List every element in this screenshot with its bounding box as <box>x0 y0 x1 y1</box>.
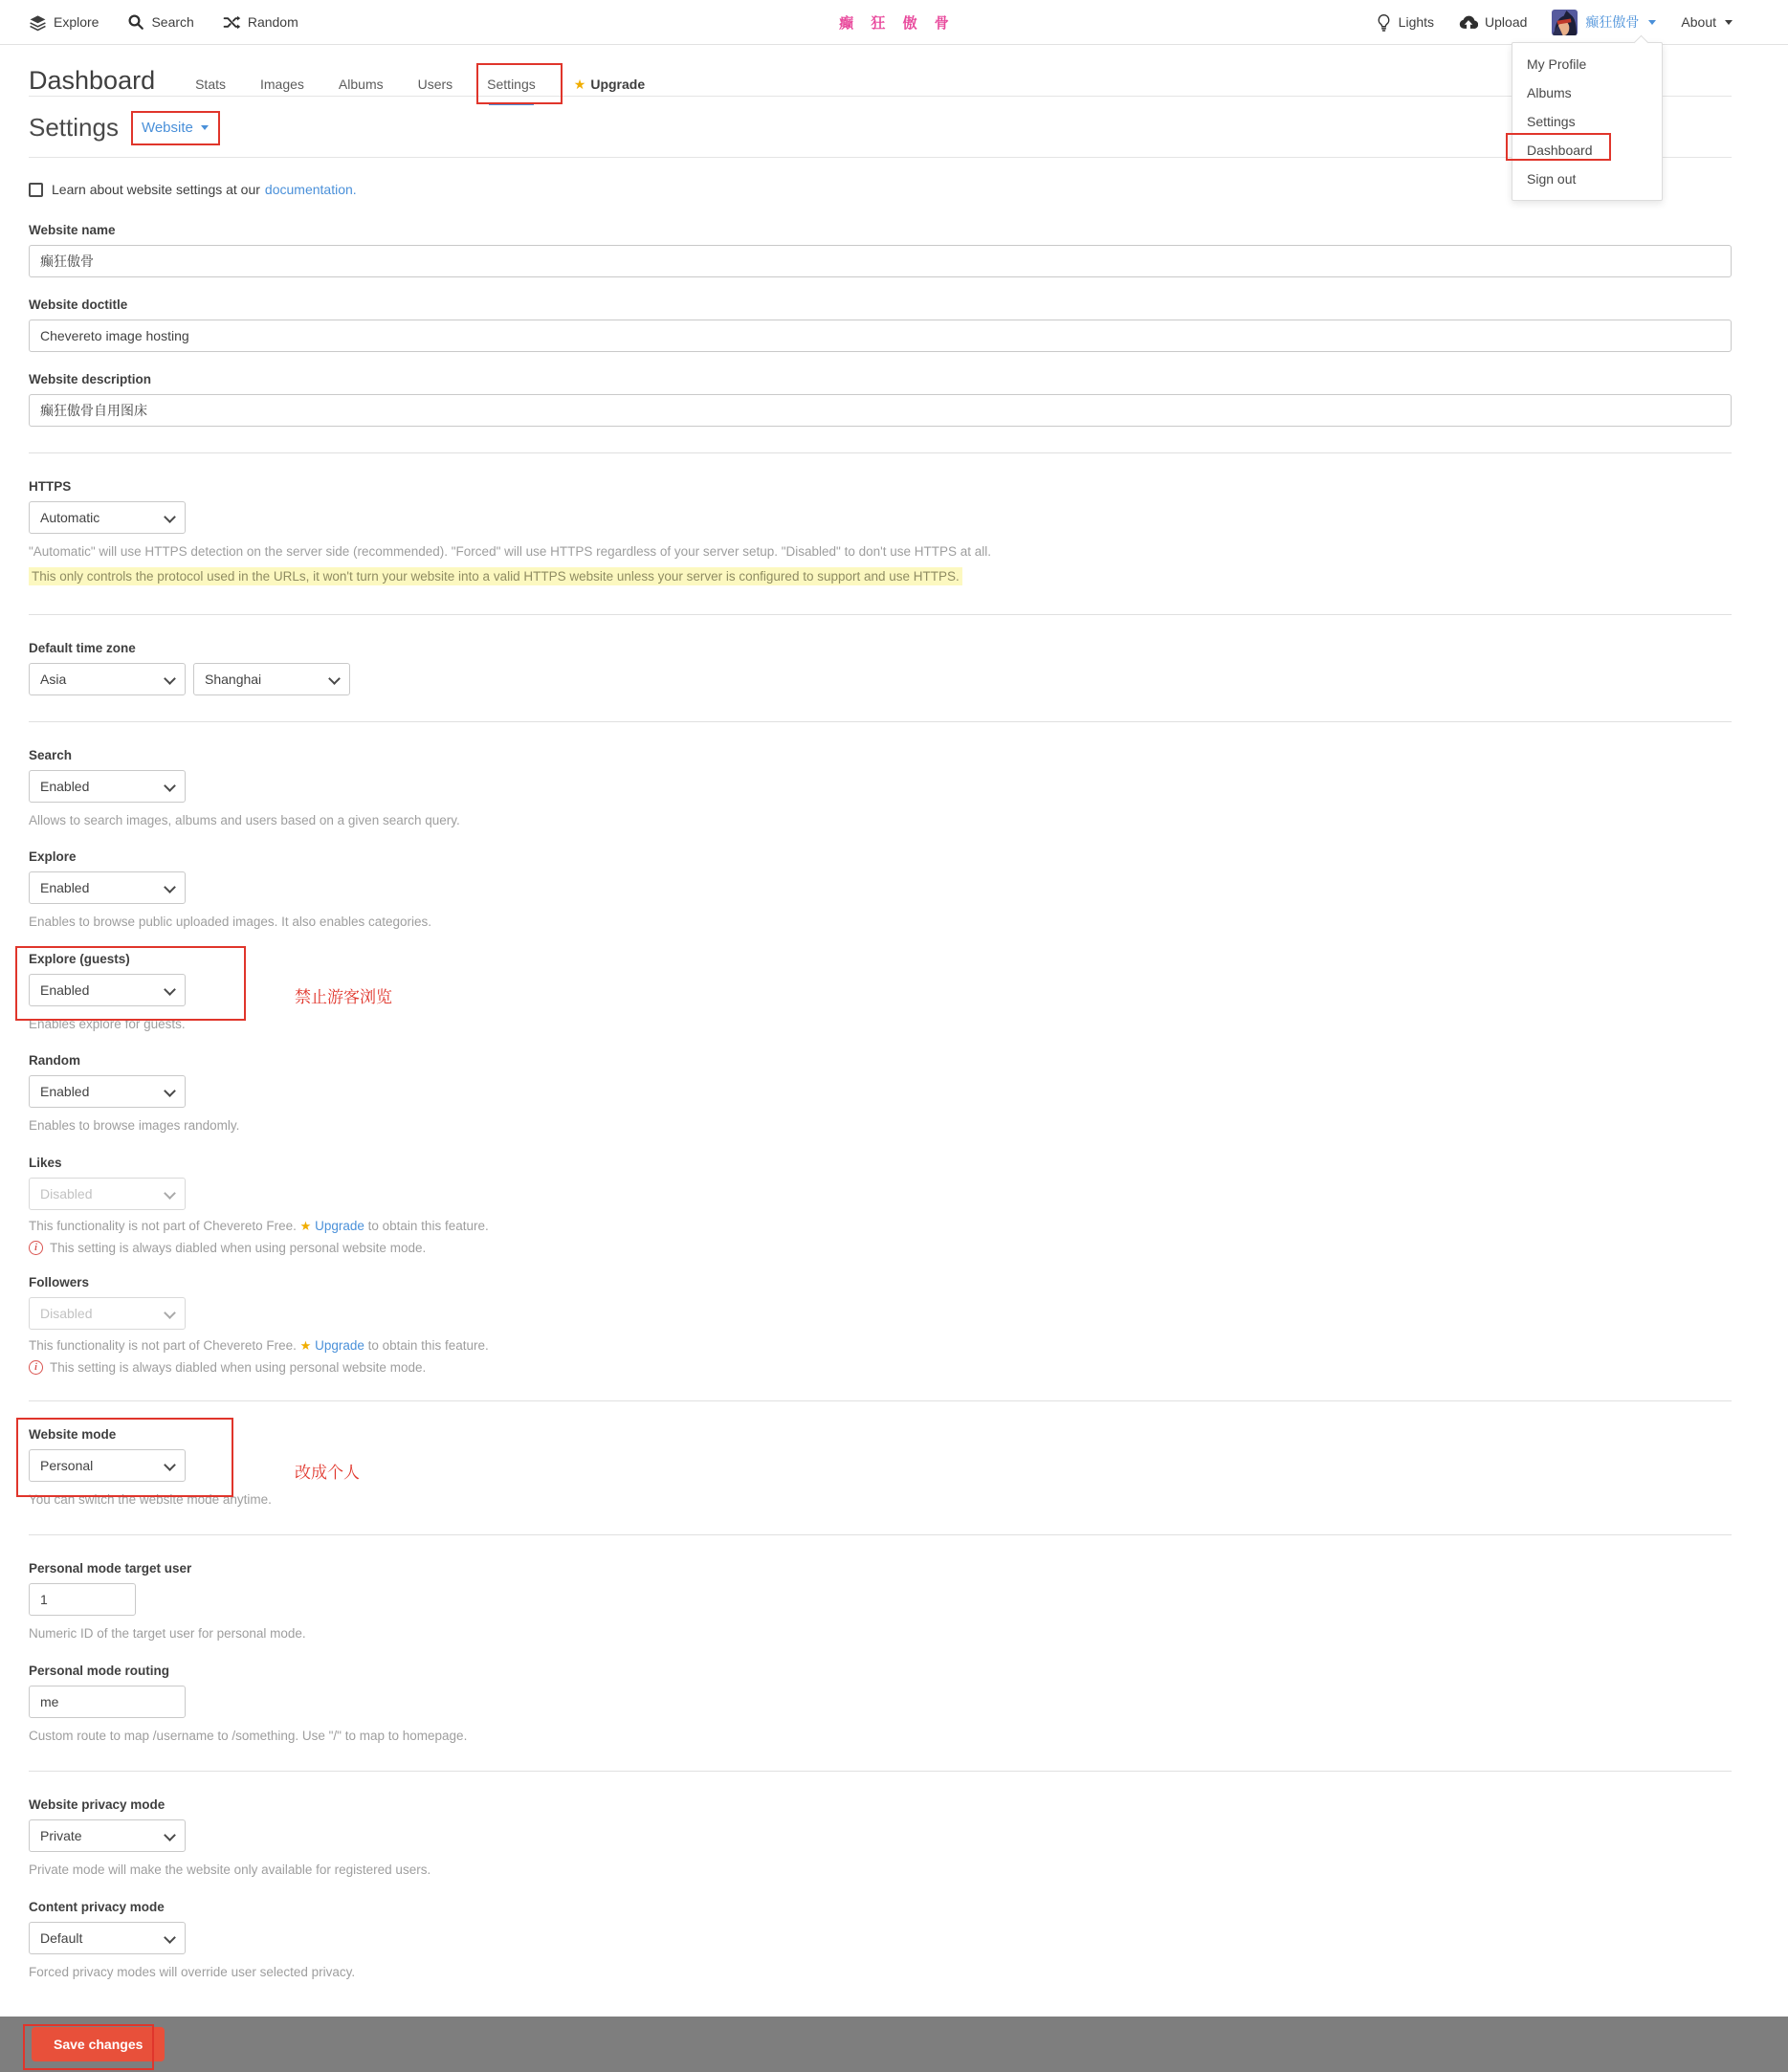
random-label: Random <box>29 1053 80 1069</box>
website-mode-label: Website mode <box>29 1426 117 1442</box>
website-mode-help: You can switch the website mode anytime. <box>29 1491 272 1507</box>
nav-upload[interactable] <box>1459 13 1527 31</box>
search-select[interactable] <box>29 770 186 803</box>
nav-random-label: Random <box>247 14 298 30</box>
website-name-input[interactable] <box>29 245 1732 277</box>
dashboard-title: Dashboard <box>29 66 156 95</box>
navbar-left-group <box>29 13 298 32</box>
followers-upgrade-note <box>29 1338 1732 1354</box>
followers-personal-note <box>29 1360 1732 1375</box>
field-likes <box>29 1156 1732 1255</box>
personal-note-text: This setting is always diabled when using personal website mode. <box>50 1240 427 1255</box>
section-divider <box>29 721 1732 722</box>
explore-select-wrap <box>29 871 186 904</box>
personal-note-text: This setting is always diabled when using personal website mode. <box>50 1359 427 1375</box>
upgrade-note-pre: This functionality is not part of Chevereto Free. <box>29 1218 297 1233</box>
followers-select[interactable] <box>29 1297 186 1330</box>
website-doctitle-label: Website doctitle <box>29 298 128 312</box>
followers-label: Followers <box>29 1274 90 1289</box>
personal-mode-routing-help: Custom route to map /username to /something. Use "/" to map to homepage. <box>29 1728 468 1743</box>
upgrade-link[interactable] <box>574 77 645 93</box>
tab-users[interactable]: Users <box>417 77 453 92</box>
explore-guests-select[interactable] <box>29 974 186 1006</box>
field-personal-mode-target-user <box>29 1561 1732 1643</box>
https-select[interactable] <box>29 501 186 534</box>
info-icon: i <box>29 1241 43 1255</box>
nav-lights[interactable] <box>1376 13 1434 32</box>
nav-search[interactable] <box>127 13 193 31</box>
https-help: "Automatic" will use HTTPS detection on the server side (recommended). "Forced" will use HTTPS regardless of your server setup. "Disabled" to don't use HTTPS at all. <box>29 544 991 559</box>
content-privacy-mode-select[interactable] <box>29 1922 186 1954</box>
website-privacy-mode-label: Website privacy mode <box>29 1797 166 1813</box>
nav-lights-label: Lights <box>1398 14 1435 30</box>
top-navbar <box>0 0 1788 45</box>
field-website-privacy-mode <box>29 1797 1732 1880</box>
tab-settings-label: Settings <box>487 77 536 92</box>
field-website-doctitle <box>29 298 1732 352</box>
field-https <box>29 479 1732 588</box>
user-dropdown-menu <box>1512 42 1663 201</box>
website-doctitle-input[interactable] <box>29 320 1732 352</box>
user-menu-trigger[interactable] <box>1552 10 1656 35</box>
explore-help: Enables to browse public uploaded images. It also enables categories. <box>29 915 432 930</box>
dashboard-tabs <box>195 77 536 92</box>
section-divider <box>29 1534 1732 1535</box>
upgrade-note-pre: This functionality is not part of Chevereto Free. <box>29 1337 297 1353</box>
chevron-down-icon <box>1725 20 1733 25</box>
likes-label: Likes <box>29 1155 62 1170</box>
save-changes-button[interactable]: Save changes <box>32 2027 165 2061</box>
section-divider <box>29 614 1732 615</box>
nav-about[interactable] <box>1681 14 1733 30</box>
field-followers <box>29 1275 1732 1375</box>
scope-label: Website <box>141 120 193 136</box>
timezone-label: Default time zone <box>29 640 136 655</box>
likes-personal-note <box>29 1241 1732 1255</box>
star-icon: ★ <box>299 1218 312 1233</box>
nav-upload-label: Upload <box>1485 14 1528 30</box>
upgrade-note-post: to obtain this feature. <box>367 1337 489 1353</box>
menu-item-albums[interactable]: Albums <box>1527 85 1572 100</box>
nav-explore-label: Explore <box>54 14 99 30</box>
likes-upgrade-note <box>29 1219 1732 1234</box>
random-help: Enables to browse images randomly. <box>29 1118 240 1134</box>
site-logo[interactable]: 癫 狂 傲 骨 <box>839 14 949 32</box>
field-website-name <box>29 223 1732 277</box>
field-personal-mode-routing <box>29 1664 1732 1746</box>
nav-random[interactable] <box>223 13 298 32</box>
https-label: HTTPS <box>29 479 72 494</box>
https-select-wrap <box>29 501 186 534</box>
tab-albums[interactable]: Albums <box>338 77 384 92</box>
website-privacy-mode-select[interactable] <box>29 1819 186 1852</box>
website-mode-select-wrap <box>29 1449 186 1482</box>
navbar-right-group <box>1376 10 1733 35</box>
user-avatar <box>1552 10 1578 35</box>
upgrade-note-link[interactable]: Upgrade <box>315 1218 364 1233</box>
layers-icon <box>29 13 47 32</box>
section-divider <box>29 452 1732 453</box>
content-privacy-mode-select-wrap <box>29 1922 186 1954</box>
cloud-upload-icon <box>1459 13 1478 31</box>
annotation-explore-guests: 禁止游客浏览 <box>295 987 392 1006</box>
field-search <box>29 748 1732 830</box>
save-footer-bar <box>0 2017 1788 2072</box>
star-icon: ★ <box>299 1337 312 1353</box>
explore-guests-help: Enables explore for guests. <box>29 1016 186 1031</box>
website-privacy-mode-help: Private mode will make the website only available for registered users. <box>29 1863 431 1878</box>
field-explore <box>29 849 1732 932</box>
field-explore-guests <box>29 952 1732 1034</box>
random-select[interactable] <box>29 1075 186 1108</box>
search-help: Allows to search images, albums and users based on a given search query. <box>29 812 460 827</box>
personal-mode-target-user-input[interactable] <box>29 1583 136 1616</box>
nav-explore[interactable] <box>29 13 99 32</box>
search-icon <box>127 13 144 31</box>
star-icon: ★ <box>573 77 586 92</box>
https-warning-row <box>29 566 1732 588</box>
learn-text: Learn about website settings at our <box>52 182 260 197</box>
info-icon: i <box>29 1360 43 1375</box>
shuffle-icon <box>223 13 241 32</box>
documentation-link[interactable]: documentation. <box>264 182 357 197</box>
random-select-wrap <box>29 1075 186 1108</box>
personal-mode-target-user-help: Numeric ID of the target user for personal mode. <box>29 1626 306 1642</box>
timezone-continent-wrap <box>29 663 186 695</box>
field-random <box>29 1053 1732 1135</box>
website-description-input[interactable] <box>29 394 1732 427</box>
menu-item-dashboard-label: Dashboard <box>1527 143 1593 158</box>
settings-form <box>0 182 1788 1982</box>
chevron-down-icon <box>201 125 209 130</box>
upgrade-note-link[interactable]: Upgrade <box>315 1337 364 1353</box>
lightbulb-icon <box>1376 13 1392 32</box>
nav-search-label: Search <box>151 14 194 30</box>
explore-select[interactable] <box>29 871 186 904</box>
explore-guests-select-wrap <box>29 974 186 1006</box>
menu-item-settings[interactable]: Settings <box>1527 114 1576 129</box>
personal-mode-routing-input[interactable] <box>29 1686 186 1718</box>
learn-checkbox[interactable] <box>29 183 43 197</box>
timezone-city-select[interactable] <box>193 663 350 695</box>
search-label: Search <box>29 747 73 762</box>
website-description-label: Website description <box>29 372 152 386</box>
content-privacy-mode-help: Forced privacy modes will override user selected privacy. <box>29 1965 356 1979</box>
personal-mode-target-user-label: Personal mode target user <box>29 1561 192 1576</box>
timezone-continent-select[interactable] <box>29 663 186 695</box>
dashboard-header <box>29 45 1732 96</box>
website-privacy-mode-select-wrap <box>29 1819 186 1852</box>
explore-label: Explore <box>29 849 77 865</box>
personal-mode-routing-label: Personal mode routing <box>29 1663 170 1678</box>
tab-stats[interactable]: Stats <box>195 77 226 92</box>
website-name-label: Website name <box>29 223 116 237</box>
annotation-website-mode: 改成个人 <box>295 1463 360 1482</box>
search-select-wrap <box>29 770 186 803</box>
content-privacy-mode-label: Content privacy mode <box>29 1900 165 1914</box>
upgrade-label: Upgrade <box>590 77 646 92</box>
page-title-row <box>29 97 1732 157</box>
followers-select-wrap <box>29 1297 186 1330</box>
https-warning: This only controls the protocol used in the URLs, it won't turn your website into a valid HTTPS website unless your server is configured to support and use HTTPS. <box>29 567 962 585</box>
section-divider <box>29 1771 1732 1772</box>
likes-select-wrap <box>29 1178 186 1210</box>
website-mode-select[interactable] <box>29 1449 186 1482</box>
upgrade-note-post: to obtain this feature. <box>367 1218 489 1233</box>
tab-settings[interactable] <box>487 77 536 92</box>
menu-item-my-profile[interactable]: My Profile <box>1527 56 1587 72</box>
username-label: 癫狂傲骨 <box>1585 14 1640 30</box>
chevron-down-icon <box>1648 20 1656 25</box>
nav-about-label: About <box>1681 14 1716 30</box>
section-divider <box>29 1400 1732 1401</box>
likes-select[interactable] <box>29 1178 186 1210</box>
explore-guests-label: Explore (guests) <box>29 951 130 966</box>
field-website-mode <box>29 1427 1732 1510</box>
field-website-description <box>29 372 1732 427</box>
field-content-privacy-mode <box>29 1900 1732 1982</box>
tab-images[interactable]: Images <box>260 77 304 92</box>
page-title-divider <box>29 157 1732 158</box>
field-timezone <box>29 641 1732 695</box>
menu-item-sign-out[interactable]: Sign out <box>1527 171 1577 187</box>
timezone-city-wrap <box>193 663 350 695</box>
settings-scope-dropdown[interactable] <box>142 120 209 136</box>
menu-item-dashboard[interactable] <box>1512 136 1662 165</box>
learn-row <box>29 182 1732 197</box>
page-title: Settings <box>29 113 119 142</box>
